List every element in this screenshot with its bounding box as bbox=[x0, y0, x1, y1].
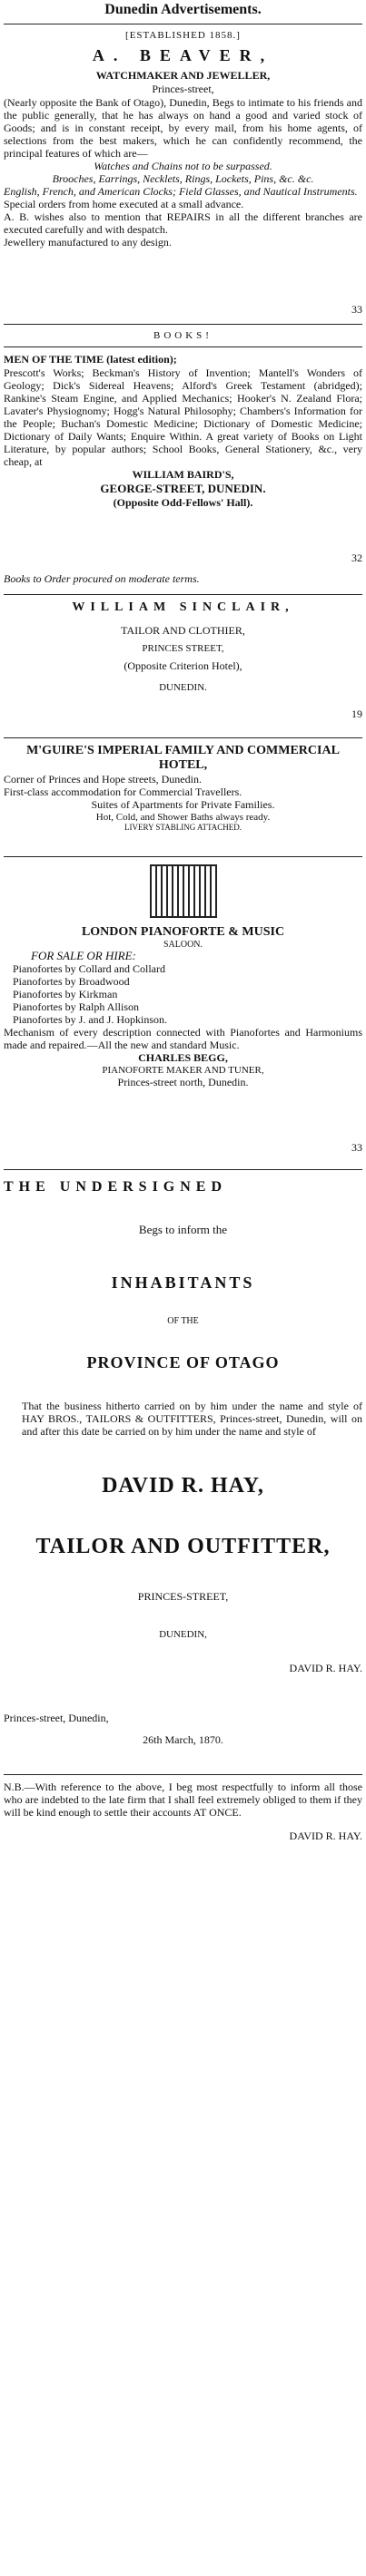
hay-date: 26th March, 1870. bbox=[143, 1733, 223, 1746]
books-body: Prescott's Works; Beckman's History of Invention; Mantell's Wonders of Geology; Dick's Sidereal Heavens; Alford's Greek Testament (abridged); Rankine's Steam Engine, and Applied Mechanics; Hooker's N. Zealand Flora; Lavater's Physiognomy; Hogg's Natural Philosophy; Chambers's Information for the People; Buchan's Domestic Medicine; Dictionary of Domestic Medicine; Dictionary of Daily Wants; Enquire Within. A great variety of Books on Light Literature, by popular authors; School Books, General Stationery, &c., very cheap, at bbox=[4, 366, 362, 468]
beaver-number: 33 bbox=[351, 303, 362, 316]
divider bbox=[4, 1774, 362, 1775]
divider bbox=[4, 324, 362, 325]
piano-item: Pianofortes by Ralph Allison bbox=[13, 1000, 139, 1013]
beaver-jewellery: Jewellery manufactured to any design. bbox=[4, 236, 172, 249]
beaver-jewels: Brooches, Earrings, Necklets, Rings, Lockets, Pins, &c. &c. bbox=[52, 172, 314, 185]
newspaper-page bbox=[4, 0, 362, 2431]
beaver-special: Special orders from home executed at a small advance. bbox=[4, 198, 244, 210]
books-street: GEORGE-STREET, DUNEDIN. bbox=[100, 482, 266, 495]
books-number: 32 bbox=[351, 551, 362, 564]
sinclair-name: WILLIAM SINCLAIR, bbox=[72, 600, 294, 614]
mguire-accom: First-class accommodation for Commercial Travellers. bbox=[4, 785, 242, 798]
hay-signature: DAVID R. HAY. bbox=[289, 1662, 362, 1674]
piano-item: Pianofortes by Kirkman bbox=[13, 988, 118, 1000]
hay-city: DUNEDIN, bbox=[159, 1629, 207, 1640]
hay-province: PROVINCE OF OTAGO bbox=[86, 1353, 280, 1371]
beaver-name: A. BEAVER, bbox=[92, 46, 274, 64]
ad-books bbox=[4, 330, 362, 589]
ad-mguire bbox=[4, 744, 362, 851]
hay-signature-2: DAVID R. HAY. bbox=[289, 1830, 362, 1842]
divider bbox=[4, 737, 362, 738]
mguire-corner: Corner of Princes and Hope streets, Dunedin. bbox=[4, 773, 202, 785]
divider bbox=[4, 594, 362, 595]
hay-street: PRINCES-STREET, bbox=[137, 1590, 229, 1603]
mguire-baths: Hot, Cold, and Shower Baths always ready. bbox=[95, 812, 271, 823]
piano-item: Pianofortes by J. and J. Hopkinson. bbox=[13, 1013, 167, 1026]
ad-piano bbox=[4, 864, 362, 1164]
piano-illustration bbox=[150, 864, 217, 918]
hay-nb: N.B.—With reference to the above, I beg most respectfully to inform all those who are indebted to the late firm that I shall feel extremely obliged to them if they will be kind enough to settle their accounts AT ONCE. bbox=[4, 1781, 362, 1819]
piano-item: Pianofortes by Collard and Collard bbox=[13, 962, 165, 975]
hay-name: DAVID R. HAY, bbox=[102, 1474, 264, 1498]
page-header: Dunedin Advertisements. bbox=[104, 2, 262, 17]
hay-begs: Begs to inform the bbox=[138, 1223, 228, 1236]
hay-of-the: OF THE bbox=[167, 1316, 199, 1326]
books-heading: BOOKS! bbox=[153, 330, 213, 341]
sinclair-title: TAILOR AND CLOTHIER, bbox=[121, 624, 245, 637]
divider bbox=[4, 1169, 362, 1170]
hay-headline: THE UNDERSIGNED bbox=[4, 1179, 228, 1195]
beaver-repairs: A. B. wishes also to mention that REPAIRS in all the different branches are executed carefully and with despatch. bbox=[4, 210, 362, 236]
piano-saloon: SALOON. bbox=[163, 940, 203, 950]
piano-sale: FOR SALE OR HIRE: bbox=[31, 949, 136, 962]
piano-title: LONDON PIANOFORTE & MUSIC bbox=[81, 925, 285, 939]
piano-street: Princes-street north, Dunedin. bbox=[117, 1076, 249, 1088]
piano-mechanism: Mechanism of every description connected with Pianofortes and Harmoniums made and repaired.—All the new and standard Music. bbox=[4, 1026, 362, 1051]
mguire-livery: LIVERY STABLING ATTACHED. bbox=[124, 823, 242, 832]
piano-number: 33 bbox=[351, 1141, 362, 1154]
piano-trade: PIANOFORTE MAKER AND TUNER, bbox=[102, 1065, 264, 1076]
hay-trade: TAILOR AND OUTFITTER, bbox=[35, 1535, 331, 1558]
books-title: MEN OF THE TIME (latest edition); bbox=[4, 353, 177, 366]
divider bbox=[4, 856, 362, 857]
books-footer: Books to Order procured on moderate terms. bbox=[4, 572, 200, 585]
ad-beaver bbox=[4, 30, 362, 318]
piano-name: CHARLES BEGG, bbox=[138, 1051, 228, 1064]
sinclair-city: DUNEDIN. bbox=[159, 682, 207, 693]
established: [ESTABLISHED 1858.] bbox=[125, 30, 241, 41]
hay-body: That the business hitherto carried on by him under the name and style of HAY BROS., TAILORS & OUTFITTERS, Princes-street, Dunedin, will on and after this date be carried on by him under the name and style of bbox=[22, 1400, 362, 1438]
sinclair-street: PRINCES STREET, bbox=[142, 643, 224, 654]
piano-item: Pianofortes by Broadwood bbox=[13, 975, 130, 988]
beaver-address: Princes-street, bbox=[152, 83, 214, 95]
sinclair-number: 19 bbox=[351, 707, 362, 720]
ad-sinclair bbox=[4, 600, 362, 732]
mguire-suites: Suites of Apartments for Private Families. bbox=[91, 798, 275, 811]
sinclair-opposite: (Opposite Criterion Hotel), bbox=[124, 659, 242, 672]
hay-inhabitants: INHABITANTS bbox=[111, 1273, 255, 1292]
beaver-watches: Watches and Chains not to be surpassed. bbox=[94, 160, 272, 172]
hay-place: Princes-street, Dunedin, bbox=[4, 1712, 109, 1724]
books-opposite: (Opposite Odd-Fellows' Hall). bbox=[113, 496, 253, 509]
beaver-body: (Nearly opposite the Bank of Otago), Dunedin, Begs to intimate to his friends and the public generally, that he has always on hand a good and varied stock of Goods; and is in constant receipt, by every mail, from his home agents, of selections from the best makers, which he can confidently recommend, the principal features of which are— bbox=[4, 96, 362, 160]
beaver-title: WATCHMAKER AND JEWELLER, bbox=[95, 69, 271, 82]
ad-hay bbox=[4, 1179, 362, 2431]
divider bbox=[4, 346, 362, 347]
mguire-title: M'GUIRE'S IMPERIAL FAMILY AND COMMERCIAL HOTEL, bbox=[26, 744, 340, 772]
books-shop: WILLIAM BAIRD'S, bbox=[132, 468, 234, 481]
beaver-clocks: English, French, and American Clocks; Field Glasses, and Nautical Instruments. bbox=[4, 185, 358, 198]
